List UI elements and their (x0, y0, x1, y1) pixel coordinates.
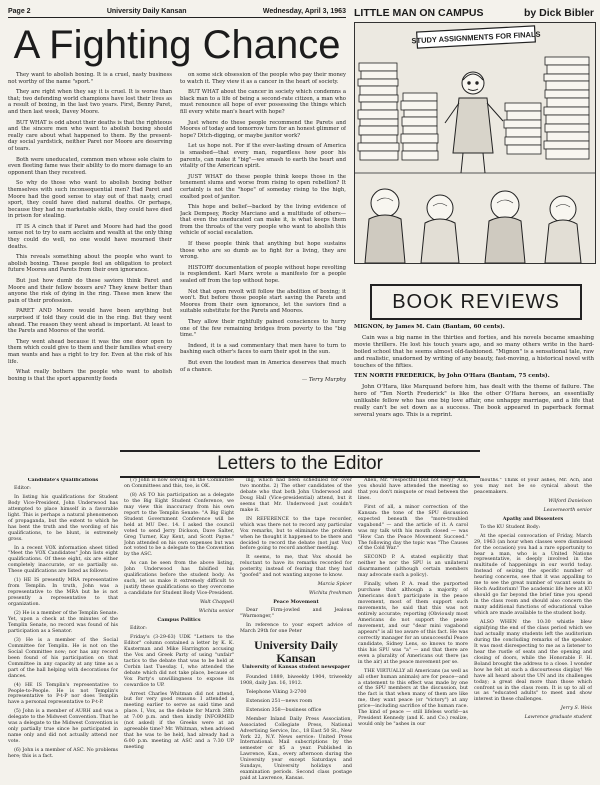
issue-date: Wednesday, April 3, 1963 (262, 7, 346, 15)
letters-column-3 (240, 478, 352, 780)
editorial-byline: — Terry Murphy (301, 377, 346, 384)
para: If these people think that anything but hope sustains those who are so dumb as to fight for a living, they are wrong. (180, 241, 346, 261)
paper-name: University Daily Kansan (106, 7, 187, 15)
letter-signature: Marcia Spicer (317, 582, 352, 588)
para: It seems, to me, that Vox should be reluctant to have its remarks recorded for posterity, instead of fearing that they had "goofed" and not wanting anyone to know. (240, 555, 352, 579)
para: (5) John is a member of AURH and was a delegate to the Midwest Convention. That he was a delegate to the Midwest Convention is only partially true since he participated in name only and did not actually attend nor vote. (8, 709, 118, 745)
para: Let us hope not. For if the ever-lasting dream of America is smashed—that every man, regardless how poor his parents, can make it "big"—we smash to earth the heart and vitality of the American spirit. (180, 143, 346, 170)
cartoon-author: by Dick Bibler (523, 7, 594, 19)
cartoon-sign: STUDY ASSIGNMENTS FOR FINALS (411, 29, 541, 46)
letter-signature-title: Wichita freshman (309, 591, 352, 597)
letter-signature: Wilford Danielson (548, 498, 592, 504)
para: HISTORY documentation of people without hope revolting is resplendent. Karl Marx wrote a manifesto for a people sealed off from the top without hope. (180, 264, 346, 285)
para: BUT WHAT is odd about their deaths is that the righteous and the sincere men who want to abolish boxing should really care about what happened to them. By the present-day social yardstick, neither Paret nor Moore are deserving of tears. (8, 119, 172, 152)
letter-signature-title: Leavenworth senior (543, 507, 592, 513)
para: They allow their rightfully pained consciences to hurry one of the few remaining bridges from poverty to the "big time." (180, 319, 346, 339)
para: THE VIRTUALLY all Americans (as well as all other human animals) are for peace—and a statement to this effect was made by one of the SPU members at the discussion, but the fact is that when many of them are like me, they want peace (or "victory") at any price—including sacrifice of the human race. The kind of peace — still lifeless world—as President Kennedy (and K. and Co.) realize, would only be "ashes in our (358, 668, 468, 728)
para: (6) John is a member of ASC. No problems here; this is a fact. (8, 748, 118, 760)
masthead-title: University Daily Kansan (254, 637, 338, 665)
editorial-column-2 (180, 72, 346, 447)
letters-column-1 (8, 478, 118, 780)
para: Editor: (14, 485, 31, 491)
review-heading: MIGNON, by James M. Cain (Bantam, 60 cents). (354, 324, 505, 330)
masthead-info: Founded 1889, biweekly 1904, triweekly 1908, daily Jan. 16, 1912. (240, 674, 352, 686)
letters-column-2 (124, 478, 234, 780)
para: Allen, Mr. "respectful (but not very)" Ach, you should have attended the meeting so that you don't misquote or read between the lines. (358, 478, 468, 501)
review-heading: TEN NORTH FREDERICK, by John O'Hara (Bantam, 75 cents). (354, 373, 550, 380)
para: (7) John is now serving on the Committee on Committees and this, too, is OK. (124, 478, 234, 489)
editorial-headline: A Fighting Chance (13, 23, 341, 67)
para: As can be seen from the above listing, John Underwood has falsified his qualifications before the student body. As such, let us make it extremely difficult to justify these qualifications so they overcome a candidate for Student Body Vice-President. (124, 561, 234, 597)
para: mouths." Think of your ashes, Mr. Ach, and you may not be so cynical about the peacemakers. (474, 478, 592, 495)
para: SECOND P. A. stated explicitly that neither he nor the SPU is an unilateral disarmament (although certain members may advocate such a policy). (358, 555, 468, 579)
para: BUT WHAT about the cancer in society which condemns a black man to a life of being a second-rate citizen, a man who must renounce all hope of ever possessing the things which fill every white man's heart with hope? (180, 89, 346, 115)
cartoon-drawing (355, 23, 595, 263)
para: PARET AND Moore would have been anything but surprised if told they could die in the ring. But they went ahead. The reason they went ahead is important. At least to the Parets and Moores of the world. (8, 308, 172, 335)
para: But just how dumb do these saviors think Paret and Moore and their fellow boxers are? They knew better than anyone the risk of dying in the ring. These men knew the pain of their profession. (8, 278, 172, 304)
book-reviews-title: BOOK REVIEWS (370, 284, 582, 320)
masthead-info: Telephone Viking 3-2700 (246, 689, 307, 695)
para: Not that open revolt will follow the abolition of boxing; it won't. But before those people start saving the Parets and Moores from their own ignorance, let the saviors find a suitable substitute for the Parets and Moores. (180, 288, 346, 315)
para: First of all, a minor correction of the Kansan: the tone of the SPU discussion expected beneath the "more-troubled vagabond" — and the article of it. A carol was my talk with his mouth closed — was "How Can the Peace Movement Succeed." The following day the topic was "The Causes of the Cold War." (358, 504, 468, 552)
page-header (8, 5, 346, 18)
letter-signature-title: Lawrence graduate student (524, 715, 592, 721)
letter-heading: Peace Movement (273, 599, 319, 606)
para: Both were uneducated, common men whose sole claim to even fleeting fame was their ability to do more damage to an opponent than they received. (8, 156, 172, 176)
letter-signature: Jerry S. Weis (560, 706, 592, 712)
para: (2) He is a member of the Templin Senate. Yet, upon a check at the minutes of the Templin Senate, no record was found of his participation as a Senator. (8, 611, 118, 634)
cartoon-header (354, 5, 594, 21)
para: In reference to your expert advice of March 29th for one Peter (240, 623, 352, 634)
para: At the special convocation of Friday, March 29, 1963 (an hour when classes were dismissed for the occasion) you had a rare opportunity to hear a man, who is a United Nations representative, is deeply involved in the multitude of happenings in our world today. Instead of seizing the specific number of hearing concerns, see that it was appalling to me to see the great number of vacant seats in Hoch Auditorium! The academic life here at KU should go far beyond the brief time you spend in the class room and should also concern the many additional functions of educational value which are made available to the student body. (474, 533, 592, 617)
letters-title: Letters to the Editor (120, 450, 480, 478)
para: ing, which had been scheduled for over two months. 2) The other candidates of the debate who that both John Underwood and Doug Hall (Vice-presidential) attend, but it seems that Mr. Underwood just couldn't make it. (240, 478, 352, 513)
letters-column-5 (474, 478, 592, 780)
para: In a recent VOX information sheet titled "Meet the VOX Candidates" John lists eight qualifications. Of these eight, six are either completely inaccurate, or so partially so. These qualifications are listed as follows: (8, 545, 118, 575)
para: JUST WHAT do these people think keeps those in the tenement slums and worse from rising to open rebellion? It certainly is not the "hope" of someday rising to the high, exalted post of janitor. (180, 173, 346, 200)
para: Dear Firm-jowled and Jealous "Warmonger," (240, 608, 352, 620)
para: (3) He is a member of the Social Committee for Templin. He is not on the Social Committee now; nor has any record been found of his participation on that Committee in any capacity at any time as a part of the hall helping with decorations for dances. (8, 637, 118, 679)
letters-column-4 (358, 478, 468, 780)
letter-heading: Apathy and Dissenters (502, 515, 564, 522)
masthead-info: Member Inland Daily Press Association, Associated Collegiate Press, National Advertising Service, Inc., 18 East 50 St., New York 22, N.Y. News service: United Press International. Mail subscriptions by the semester or $5 a year. Published in Lawrence, Kan., every afternoon during the University year except Saturdays and Sundays, University holidays and examination periods. Second class postage paid at Lawrence, Kansas. (240, 716, 352, 780)
masthead-info: Extension 358—business office (246, 707, 322, 713)
book-reviews-body (354, 324, 594, 447)
para: To the KU Student Body: (480, 524, 541, 530)
para: Arrest Charles Whitman did not attend, but for very good reasons: I attended a meeting earlier to serve as said time and place. I, Vox, as the debate for March 28th at 7:00 p.m. and then kindly INFORMED (not asked) if the Greeks were at an agreeable time? Mr. Whitman, when advised that he was to be held, had already had a 6:00 p.m. meeting at ASC and a 7:30 UP meeting (124, 691, 234, 751)
para: IT IS A cinch that if Paret and Moore had had the good sense not to try to earn acclaim and wealth at the only thing they could do well, no one would have mourned their deaths. (8, 223, 172, 250)
para: Just where do these people recommend the Parets and Moores of today and tomorrow turn for an honest glimmer of hope? Ditch-digging, or maybe janitor work? (180, 119, 346, 139)
para: on some sick obsession of the people who pay their money to watch it. They view it as a cancer in the heart of society. (180, 72, 346, 85)
letter-signature: Walt Chappell (199, 600, 234, 606)
para: So why do those who want to abolish boxing bother themselves with such inconsequential men? Had Paret and Moore had the good sense to stay out of that nasty, cruel sport, they could have died natural deaths. Or perhaps, because they had no marketable skills, they could have died in prison for stealing. (8, 180, 172, 220)
para: ALSO WHEN the 10:30 whistle blew signifying the end of the class period which we had actually many students left the auditorium during the concluding remarks of the speaker. It was most disrespecting to me as a listener to hear the rustle of seats and the opening and closing of doors, while the Honorable F. H. Boland brought the address to a close. I wonder how he felt at such a discourteous display! We have all heard about the UN and its challenges today; a great deal more than those which confront us in the class room. It is up to all of us as "educated adults" to meet and show interest in these challenges. (474, 620, 592, 703)
review-text: John O'Hara, like Marquand before him, has dealt with the theme of failure. The hero of "Ten North Frederick" is like the other O'Hara heroes, an essentially unlikable fellow who has one big love affair, one unhappy marriage, and a life that really can't be set down as a success. The book appeared in paperback format several years ago. This is a reprint. (354, 384, 594, 418)
para: This hope and belief—backed by the living evidence of Jack Dempsey, Rocky Marciano and a multitude of others—that even the uneducated can make it, is what keeps them from the throats of the very people who want to abolish this vehicle of social escalation. (180, 204, 346, 237)
para: But even the loudest man in America deserves that much of a chance. (180, 359, 346, 373)
letter-signature-title: Wichita senior (198, 609, 234, 615)
para: (1) HE IS presently MRA representative from Templin. In truth, John was a representative to the MRA but he is not presently a representative to that organization. (8, 578, 118, 608)
letter-heading: Candidate's Qualifications (27, 478, 99, 483)
para: What really bothers the people who want to abolish boxing is that the sport apparently feeds (8, 369, 172, 382)
para: They are right when they say it is cruel. It is worse than that; two defending world champions have lost their lives as a result of boxing, in the last two years. First, Benny Paret, and then last week, Davey Moore. (8, 89, 172, 115)
para: This reveals something about the people who want to abolish boxing. These people feel an obligation to protect future Moores and Parets from their own ignorance. (8, 254, 172, 274)
masthead (240, 639, 352, 671)
masthead-subtitle: University of Kansas student newspaper (242, 663, 350, 670)
editorial-column-1 (8, 72, 172, 447)
cartoon-panel (354, 22, 596, 264)
para: They went ahead because it was the one door open to them which could give to them and their families what every man wants and has a right to try for. Even at the risk of his life. (8, 338, 172, 365)
letter-heading: Campus Politics (157, 617, 201, 624)
para: In listing his qualifications for Student Body Vice-President, John Underwood has attempted to place himself in a favorable light. This is perhaps a natural phenomenon of propaganda, but the extent to which he has bent the truth and the wording of his qualifications, to be blunt, is extremely gross. (8, 494, 118, 542)
para: Friday's (3-29-63) UDK "Letters to the Editor" column contained a letter by K. K. Kusterman and Mike Harrington accusing the Vox and Greek Party of using "unfair" tactics to the debate that was to be held at Corbin last Tuesday. I, who attended the debate which did not take place, because of Vox Party's unwillingness to expose its cowardice to UP. (124, 634, 234, 688)
page-number: Page 2 (8, 7, 31, 15)
para: Editor: (130, 625, 147, 631)
review-text: Cain was a big name in the thirties and forties, and his novels became smashing movie thrillers. He lost his touch years ago, and so many others write in the hard-boiled school that he seems almost old-fashioned. "Mignon" is a sensational tale, raw and realistic, unadorned by writing of any beauty, fast-moving, a historical novel with touches of the fifties. (354, 334, 594, 369)
masthead-info: Extension 251—news room (246, 698, 313, 704)
cartoon-title: LITTLE MAN ON CAMPUS (354, 7, 484, 19)
para: (8) AS TO his participation as a delegate to the Big Eight Student Conference, we may view this inaccuracy from his own report to the Templin Senate: "A Big Eight Student Government Conference will be held at MU Dec. 14. I asked the council voted to send Jerry Dickson, Dave Salter, Greg Turner, Kay Kent, and Scott Payne." John attended on his own expenses but was not voted to be a delegate to the Convention by the ASC. (124, 492, 234, 558)
para: IN REFERENCE to the tape recorder, which was there not to record any particular Vox remarks, but to eliminate the problem when he thought it happened to be there and decided to record the debate (not just Vox) before going to record another meeting. (240, 516, 352, 552)
para: Finally, when P. A. read the purported purchase that although a majority of Americans don't participate in the peace movement, most of them support such movements, he said that this was not entirely accurate; reporting (Obviously most Americans do not support the peace movement, and our "dear mini vagabond appears" is all too aware of this fact. He was correctly manager for an unsuccessful Peace candidate, Sidney Lens, so knows to more this his SPU was "a" — and that there are even a plurality of Americans out there (as in the air) at the peace movement per se. (358, 582, 468, 665)
para: (4) HE IS Templin's representative to People-to-People. He is not Templin's representative to P-t-P nor does Templin have a personal representative to P-t-P. (8, 682, 118, 706)
para: They want to abolish boxing. It is a cruel, nasty business not worthy of the name "sport." (8, 72, 172, 85)
para: Indeed, it is a sad commentary that men have to turn to bashing each other's faces to earn their spot in the sun. (180, 342, 346, 356)
